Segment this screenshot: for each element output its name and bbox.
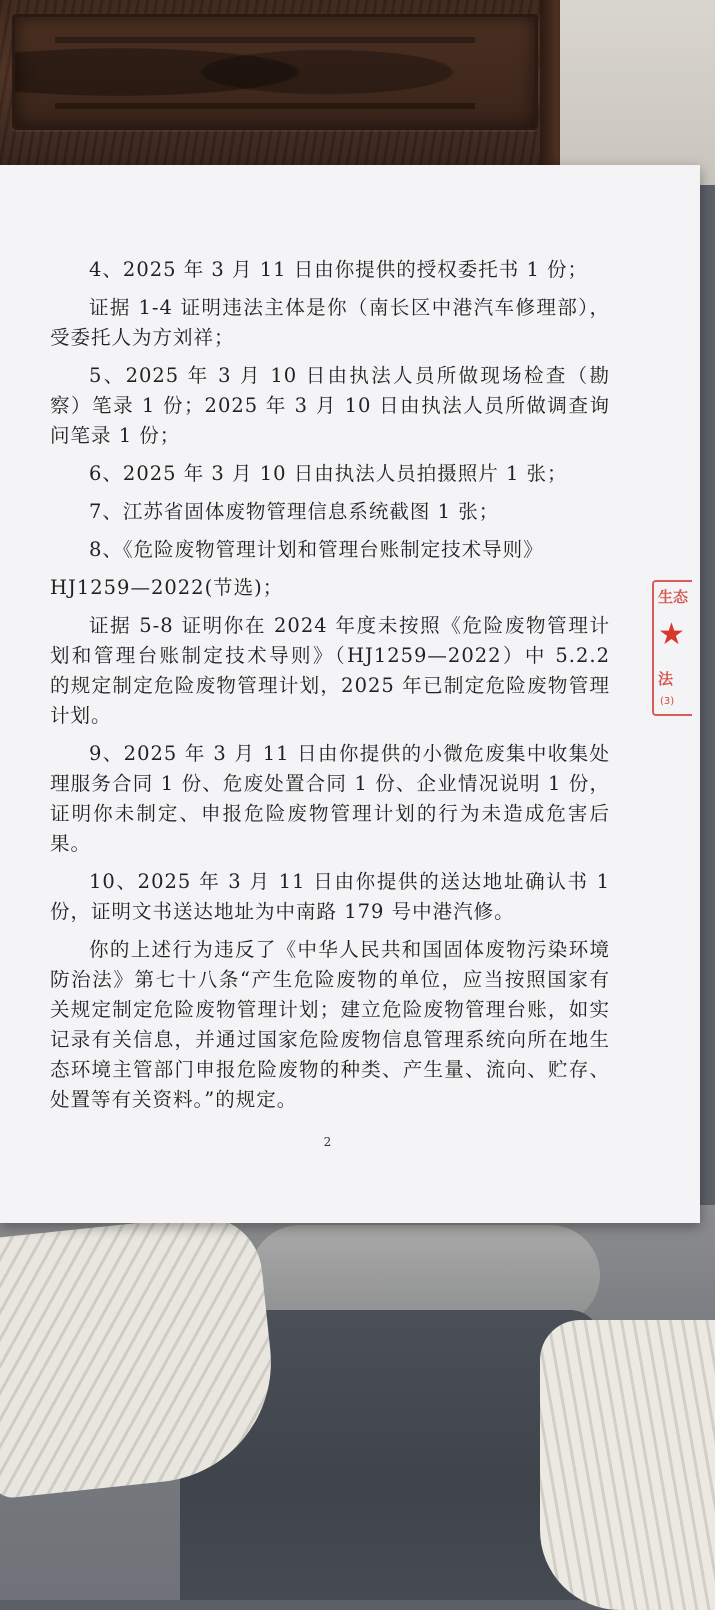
paragraph-evidence-7: 7、江苏省固体废物管理信息系统截图 1 张； bbox=[89, 500, 500, 523]
seal-text-bottom: 法 bbox=[658, 670, 674, 688]
paragraph-evidence-9: 9、2025 年 3 月 11 日由你提供的小微危废集中收集处理服务合同 1 份、危废处置合同 1 份、企业情况说明 1 份，证明你未制定、申报危险废物管理计划的行为未造成危害后果。 bbox=[50, 742, 610, 855]
seal-text-top: 生态 bbox=[658, 588, 689, 606]
corduroy-fabric-right bbox=[540, 1320, 715, 1610]
paragraph-evidence-10: 10、2025 年 3 月 11 日由你提供的送达地址确认书 1 份，证明文书送达地址为中南路 179 号中港汽修。 bbox=[50, 870, 610, 923]
paragraph-evidence-6: 6、2025 年 3 月 10 日由执法人员拍摄照片 1 张； bbox=[89, 462, 568, 485]
seal-number: (3) bbox=[660, 696, 675, 707]
paragraph-evidence-5: 5、2025 年 3 月 10 日由执法人员所做现场检查（勘察）笔录 1 份；2025 年 3 月 10 日由执法人员所做调查询问笔录 1 份； bbox=[50, 364, 610, 447]
page-number: 2 bbox=[323, 1135, 332, 1149]
paragraph-violation-statement: 你的上述行为违反了《中华人民共和国固体废物污染环境防治法》第七十八条“产生危险废物的单位，应当按照国家有关规定制定危险废物管理计划；建立危险废物管理台账，如实记录有关信息，并通过国家危险废物信息管理系统向所在地生态环境主管部门申报危险废物的种类、产生量、流向、贮存、处置等有关资料。”的规定。 bbox=[50, 938, 610, 1111]
paragraph-evidence-4: 4、2025 年 3 月 11 日由你提供的授权委托书 1 份； bbox=[89, 258, 589, 281]
paragraph-evidence-8: 8、《危险废物管理计划和管理台账制定技术导则》 bbox=[89, 538, 544, 561]
wood-carving-decoration bbox=[12, 14, 538, 130]
wall-background bbox=[560, 0, 715, 185]
document-body bbox=[50, 255, 610, 1123]
red-official-seal bbox=[652, 580, 692, 715]
paragraph-evidence-5-8-summary: 证据 5-8 证明你在 2024 年度未按照《危险废物管理计划和管理台账制定技术导则》（HJ1259—2022）中 5.2.2 的规定制定危险废物管理计划，2025 年已制定危险废物管理计划。 bbox=[50, 614, 610, 727]
seal-star-icon: ★ bbox=[658, 617, 685, 652]
paragraph-evidence-1-4-summary: 证据 1-4 证明违法主体是你（南长区中港汽车修理部），受委托人为方刘祥； bbox=[50, 296, 610, 349]
paragraph-evidence-8-standard: HJ1259—2022(节选)； bbox=[50, 576, 284, 599]
document-page bbox=[0, 165, 700, 1223]
